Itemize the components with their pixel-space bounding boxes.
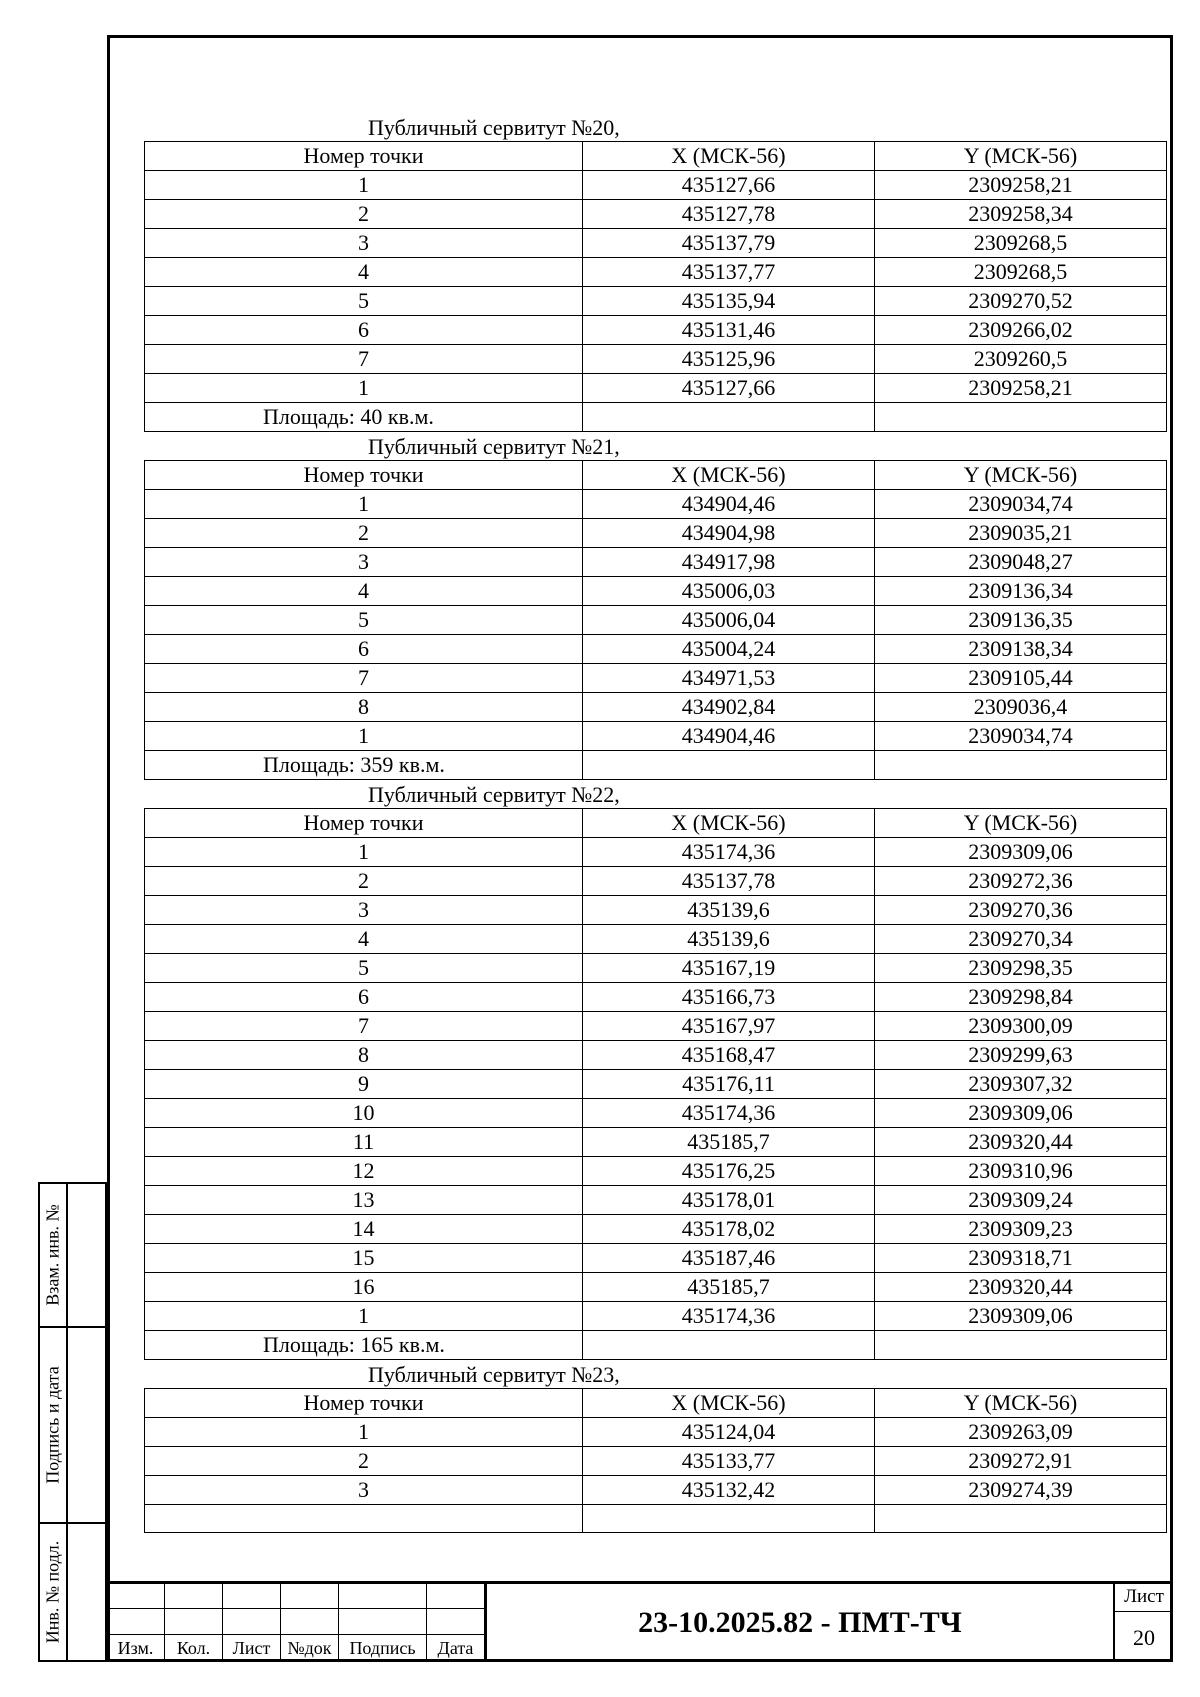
point-number: 15 [145, 1244, 583, 1273]
point-number: 4 [145, 258, 583, 287]
y-coordinate: 2309263,09 [875, 1418, 1167, 1447]
table-row [145, 664, 1167, 693]
x-coordinate: 435137,77 [583, 258, 875, 287]
empty-cell [875, 1331, 1167, 1360]
x-coordinate [583, 1505, 875, 1533]
x-coordinate: 435185,7 [583, 1128, 875, 1157]
table-row [145, 954, 1167, 983]
coordinates-table [144, 141, 1167, 432]
table-header-row [145, 1389, 1167, 1418]
title-block [107, 1583, 1173, 1662]
stamp-cell [281, 1609, 339, 1635]
x-coordinate: 435139,6 [583, 925, 875, 954]
x-coordinate: 435167,97 [583, 1012, 875, 1041]
side-box-inv [38, 1522, 107, 1662]
y-coordinate: 2309270,36 [875, 896, 1167, 925]
y-coordinate: 2309274,39 [875, 1476, 1167, 1505]
table-header-row [145, 461, 1167, 490]
side-label-vzam: Взам. инв. № [42, 1204, 63, 1306]
table-row [145, 374, 1167, 403]
stamp-cell [107, 1583, 165, 1609]
y-coordinate: 2309035,21 [875, 519, 1167, 548]
side-box-vzam [38, 1182, 107, 1328]
empty-cell [583, 751, 875, 780]
table-row [145, 229, 1167, 258]
stamp-cell [223, 1609, 281, 1635]
point-number: 8 [145, 1041, 583, 1070]
y-coordinate: 2309268,5 [875, 258, 1167, 287]
point-number: 3 [145, 229, 583, 258]
stamp-column-header: №док [281, 1635, 339, 1662]
x-coordinate: 434902,84 [583, 693, 875, 722]
point-number: 7 [145, 1012, 583, 1041]
point-number: 13 [145, 1186, 583, 1215]
stamp-column-header: Изм. [107, 1635, 165, 1662]
stamp-column-header: Дата [427, 1635, 485, 1662]
y-coordinate: 2309318,71 [875, 1244, 1167, 1273]
x-coordinate: 435127,66 [583, 374, 875, 403]
table-row [145, 1418, 1167, 1447]
y-coordinate: 2309309,06 [875, 1302, 1167, 1331]
x-coordinate: 435125,96 [583, 345, 875, 374]
point-number: 11 [145, 1128, 583, 1157]
table-row [145, 1302, 1167, 1331]
x-coordinate: 435166,73 [583, 983, 875, 1012]
point-number: 5 [145, 954, 583, 983]
y-coordinate: 2309136,34 [875, 577, 1167, 606]
point-number: 2 [145, 1447, 583, 1476]
x-coordinate: 435137,79 [583, 229, 875, 258]
x-coordinate: 434971,53 [583, 664, 875, 693]
stamp-cell [339, 1583, 427, 1609]
stamp-cell [223, 1583, 281, 1609]
coordinates-table [144, 1388, 1167, 1533]
y-coordinate: 2309258,34 [875, 200, 1167, 229]
table-row [145, 1099, 1167, 1128]
x-coordinate: 435139,6 [583, 896, 875, 925]
table-row [145, 1447, 1167, 1476]
y-coordinate: 2309309,24 [875, 1186, 1167, 1215]
section-title: Публичный сервитут №20, [368, 115, 620, 140]
coordinates-table [144, 460, 1167, 780]
x-coordinate: 435127,78 [583, 200, 875, 229]
stamp-cell [427, 1583, 485, 1609]
point-number: 7 [145, 664, 583, 693]
table-row [145, 171, 1167, 200]
table-row [145, 1273, 1167, 1302]
table-row [145, 1041, 1167, 1070]
y-coordinate: 2309260,5 [875, 345, 1167, 374]
section-title: Публичный сервитут №21, [368, 434, 620, 459]
table-row [145, 1244, 1167, 1273]
revision-grid [107, 1583, 485, 1662]
x-coordinate: 435124,04 [583, 1418, 875, 1447]
y-coordinate: 2309307,32 [875, 1070, 1167, 1099]
y-coordinate: 2309320,44 [875, 1128, 1167, 1157]
point-number: 6 [145, 316, 583, 345]
x-coordinate: 435135,94 [583, 287, 875, 316]
point-number: 1 [145, 490, 583, 519]
y-coordinate: 2309299,63 [875, 1041, 1167, 1070]
table-row [145, 635, 1167, 664]
y-coordinate: 2309309,06 [875, 1099, 1167, 1128]
x-coordinate: 435004,24 [583, 635, 875, 664]
y-coordinate: 2309272,91 [875, 1447, 1167, 1476]
x-coordinate: 435174,36 [583, 1099, 875, 1128]
y-coordinate: 2309138,34 [875, 635, 1167, 664]
table-row [145, 896, 1167, 925]
y-coordinate: 2309298,84 [875, 983, 1167, 1012]
x-coordinate: 435176,25 [583, 1157, 875, 1186]
y-coordinate: 2309258,21 [875, 374, 1167, 403]
stamp-column-header: Лист [223, 1635, 281, 1662]
area-row [145, 1331, 1167, 1360]
table-row [145, 1186, 1167, 1215]
header-y: Y (МСК-56) [875, 461, 1167, 490]
x-coordinate: 435178,02 [583, 1215, 875, 1244]
table-header-row [145, 142, 1167, 171]
x-coordinate: 435167,19 [583, 954, 875, 983]
y-coordinate: 2309266,02 [875, 316, 1167, 345]
table-row [145, 1505, 1167, 1533]
x-coordinate: 435132,42 [583, 1476, 875, 1505]
point-number: 6 [145, 983, 583, 1012]
x-coordinate: 435006,04 [583, 606, 875, 635]
x-coordinate: 435127,66 [583, 171, 875, 200]
point-number: 3 [145, 1476, 583, 1505]
area-value: Площадь: 165 кв.м. [145, 1331, 583, 1360]
side-label-podpis: Подпись и дата [42, 1366, 63, 1484]
y-coordinate: 2309034,74 [875, 722, 1167, 751]
point-number: 1 [145, 171, 583, 200]
empty-cell [583, 1331, 875, 1360]
table-row [145, 258, 1167, 287]
header-point: Номер точки [145, 142, 583, 171]
side-box-podpis [38, 1326, 107, 1524]
sheet-label: Лист [1115, 1583, 1173, 1612]
table-row [145, 1070, 1167, 1099]
point-number: 7 [145, 345, 583, 374]
x-coordinate: 435174,36 [583, 838, 875, 867]
y-coordinate: 2309309,23 [875, 1215, 1167, 1244]
side-label-inv: Инв. № подл. [42, 1540, 63, 1644]
stamp-cell [165, 1583, 223, 1609]
point-number: 4 [145, 925, 583, 954]
point-number: 2 [145, 200, 583, 229]
header-y: Y (МСК-56) [875, 142, 1167, 171]
y-coordinate: 2309036,4 [875, 693, 1167, 722]
point-number: 3 [145, 896, 583, 925]
table-row [145, 867, 1167, 896]
y-coordinate: 2309105,44 [875, 664, 1167, 693]
table-row [145, 1215, 1167, 1244]
x-coordinate: 435176,11 [583, 1070, 875, 1099]
section-title: Публичный сервитут №22, [368, 782, 620, 807]
area-value: Площадь: 40 кв.м. [145, 403, 583, 432]
table-row [145, 693, 1167, 722]
coordinates-table [144, 808, 1167, 1360]
table-row [145, 925, 1167, 954]
x-coordinate: 435178,01 [583, 1186, 875, 1215]
y-coordinate: 2309272,36 [875, 867, 1167, 896]
stamp-column-header: Кол. [165, 1635, 223, 1662]
y-coordinate: 2309270,52 [875, 287, 1167, 316]
table-row [145, 519, 1167, 548]
y-coordinate: 2309136,35 [875, 606, 1167, 635]
document-code: 23-10.2025.82 - ПМТ-ТЧ [485, 1583, 1113, 1662]
point-number: 3 [145, 548, 583, 577]
point-number: 1 [145, 1302, 583, 1331]
header-y: Y (МСК-56) [875, 809, 1167, 838]
y-coordinate: 2309048,27 [875, 548, 1167, 577]
point-number: 1 [145, 838, 583, 867]
point-number: 2 [145, 867, 583, 896]
x-coordinate: 434904,46 [583, 722, 875, 751]
stamp-cell [107, 1609, 165, 1635]
y-coordinate: 2309309,06 [875, 838, 1167, 867]
table-row [145, 1157, 1167, 1186]
x-coordinate: 434917,98 [583, 548, 875, 577]
y-coordinate [875, 1505, 1167, 1533]
point-number: 1 [145, 374, 583, 403]
empty-cell [583, 403, 875, 432]
x-coordinate: 435006,03 [583, 577, 875, 606]
y-coordinate: 2309310,96 [875, 1157, 1167, 1186]
x-coordinate: 435185,7 [583, 1273, 875, 1302]
sheet-number: 20 [1133, 1625, 1155, 1650]
header-x: X (МСК-56) [583, 461, 875, 490]
point-number: 9 [145, 1070, 583, 1099]
table-row [145, 316, 1167, 345]
stamp-cell [427, 1609, 485, 1635]
point-number: 12 [145, 1157, 583, 1186]
x-coordinate: 435168,47 [583, 1041, 875, 1070]
y-coordinate: 2309270,34 [875, 925, 1167, 954]
header-x: X (МСК-56) [583, 1389, 875, 1418]
header-x: X (МСК-56) [583, 809, 875, 838]
point-number [145, 1505, 583, 1533]
empty-cell [875, 751, 1167, 780]
x-coordinate: 435187,46 [583, 1244, 875, 1273]
point-number: 4 [145, 577, 583, 606]
x-coordinate: 434904,46 [583, 490, 875, 519]
stamp-cell [281, 1583, 339, 1609]
section-title: Публичный сервитут №23, [368, 1362, 620, 1387]
area-row [145, 403, 1167, 432]
header-x: X (МСК-56) [583, 142, 875, 171]
header-point: Номер точки [145, 809, 583, 838]
table-row [145, 577, 1167, 606]
coordinates-content [144, 113, 1166, 1533]
table-row [145, 1476, 1167, 1505]
y-coordinate: 2309268,5 [875, 229, 1167, 258]
point-number: 5 [145, 606, 583, 635]
stamp-cell [339, 1609, 427, 1635]
table-row [145, 200, 1167, 229]
point-number: 5 [145, 287, 583, 316]
table-row [145, 983, 1167, 1012]
table-row [145, 606, 1167, 635]
x-coordinate: 435137,78 [583, 867, 875, 896]
stamp-column-header: Подпись [339, 1635, 427, 1662]
y-coordinate: 2309300,09 [875, 1012, 1167, 1041]
point-number: 2 [145, 519, 583, 548]
x-coordinate: 435131,46 [583, 316, 875, 345]
header-y: Y (МСК-56) [875, 1389, 1167, 1418]
table-row [145, 287, 1167, 316]
y-coordinate: 2309034,74 [875, 490, 1167, 519]
y-coordinate: 2309320,44 [875, 1273, 1167, 1302]
empty-cell [875, 403, 1167, 432]
area-row [145, 751, 1167, 780]
table-row [145, 838, 1167, 867]
table-header-row [145, 809, 1167, 838]
header-point: Номер точки [145, 461, 583, 490]
point-number: 6 [145, 635, 583, 664]
x-coordinate: 435174,36 [583, 1302, 875, 1331]
point-number: 10 [145, 1099, 583, 1128]
table-row [145, 1128, 1167, 1157]
point-number: 1 [145, 722, 583, 751]
table-row [145, 345, 1167, 374]
stamp-cell [165, 1609, 223, 1635]
sheet-box [1113, 1583, 1173, 1662]
y-coordinate: 2309258,21 [875, 171, 1167, 200]
table-row [145, 722, 1167, 751]
point-number: 1 [145, 1418, 583, 1447]
point-number: 14 [145, 1215, 583, 1244]
point-number: 8 [145, 693, 583, 722]
table-row [145, 490, 1167, 519]
header-point: Номер точки [145, 1389, 583, 1418]
x-coordinate: 434904,98 [583, 519, 875, 548]
area-value: Площадь: 359 кв.м. [145, 751, 583, 780]
table-row [145, 548, 1167, 577]
y-coordinate: 2309298,35 [875, 954, 1167, 983]
x-coordinate: 435133,77 [583, 1447, 875, 1476]
point-number: 16 [145, 1273, 583, 1302]
table-row [145, 1012, 1167, 1041]
